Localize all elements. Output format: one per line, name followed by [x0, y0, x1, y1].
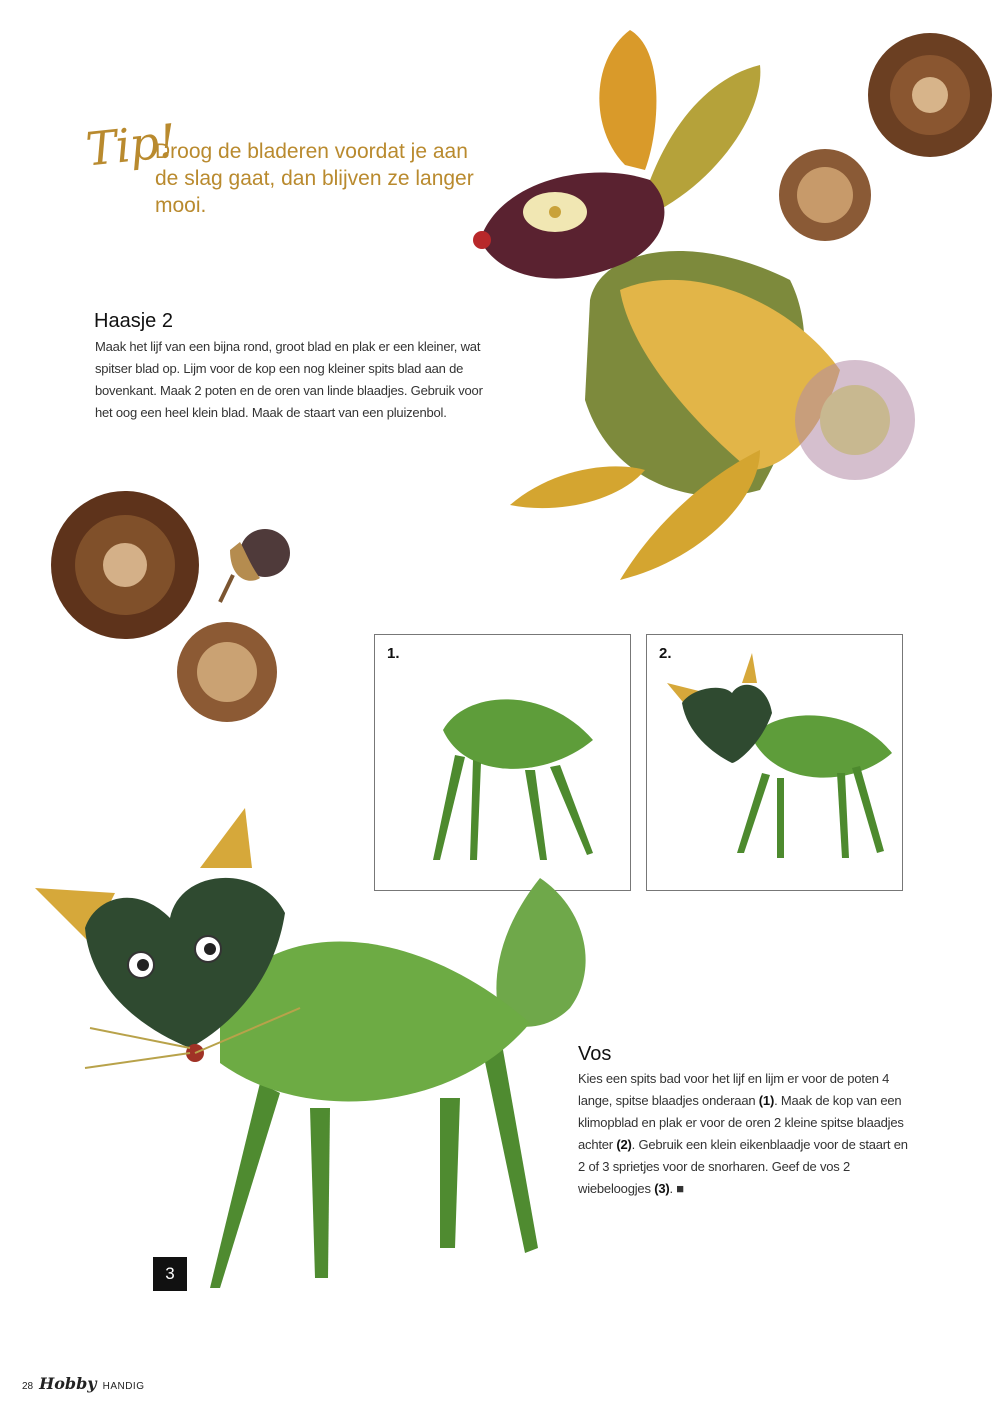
- vos-body: [578, 1068, 908, 1200]
- step-2-fox: [662, 653, 897, 878]
- page-number: 28: [22, 1381, 34, 1392]
- vos-body-text: Kies een spits bad voor het lijf en lijm er voor de poten 4 lange, spitse blaadjes onderaan: [578, 1071, 890, 1108]
- step-reference: (1): [758, 1093, 775, 1108]
- fox-illustration: [30, 808, 610, 1298]
- step-2-label: 2.: [659, 645, 672, 662]
- hare-eye-center: [549, 206, 561, 218]
- vos-title: Vos: [578, 1043, 612, 1065]
- hare-tail-core: [820, 385, 890, 455]
- hare-leg-front: [510, 466, 645, 508]
- tip-label: Tip!: [83, 113, 178, 177]
- hare-nose: [473, 231, 491, 249]
- fox-pupil-left: [137, 959, 149, 971]
- magazine-logo-sub: HANDIG: [102, 1381, 145, 1392]
- fox-leg-3: [440, 1098, 460, 1248]
- vos-body-text: . Maak de kop van een klimopblad en plak er voor de oren 2 kleine spitse blaadjes achter: [578, 1093, 904, 1152]
- pine-cone-small-left: [175, 620, 280, 725]
- hare-ear-left: [599, 30, 656, 170]
- fox-pupil-right: [204, 943, 216, 955]
- pine-cone-top-right: [865, 20, 995, 170]
- fox-leg-4: [480, 1033, 538, 1253]
- tip-text: Droog de bladeren voordat je aan de slag gaat, dan blijven ze langer mooi.: [155, 140, 474, 217]
- fox-leg-1: [210, 1083, 280, 1288]
- step-2-box: [646, 634, 903, 891]
- vos-body-text: . Gebruik een klein eikenblaadje voor de staart en 2 of 3 sprietjes voor de snorharen. Geef de vos 2 wiebeloogjes: [578, 1137, 908, 1196]
- step-1-label: 1.: [387, 645, 400, 662]
- magazine-logo: Hobby: [39, 1374, 97, 1393]
- step-3-badge: 3: [153, 1257, 187, 1291]
- step-reference: (3): [654, 1181, 670, 1196]
- fox-ear-right: [200, 808, 252, 868]
- vos-body-text: . ■: [669, 1181, 684, 1196]
- acorn: [215, 520, 295, 605]
- fox-leg-2: [310, 1108, 330, 1278]
- haasje-body: Maak het lijf van een bijna rond, groot blad en plak er een kleiner, wat spitser blad op. Lijm voor de kop een nog kleiner spits blad aan de bovenkant. Maak 2 poten en de oren van linde blaadjes. Gebruik voor het oog een heel klein blad. Maak de staart van een pluizenbol.: [95, 339, 483, 420]
- pine-cone-small-right: [775, 145, 875, 245]
- haasje-title: Haasje 2: [94, 310, 173, 332]
- step-reference: (2): [616, 1137, 632, 1152]
- page-footer: [22, 1374, 145, 1393]
- fox-tail-leaf: [496, 878, 585, 1027]
